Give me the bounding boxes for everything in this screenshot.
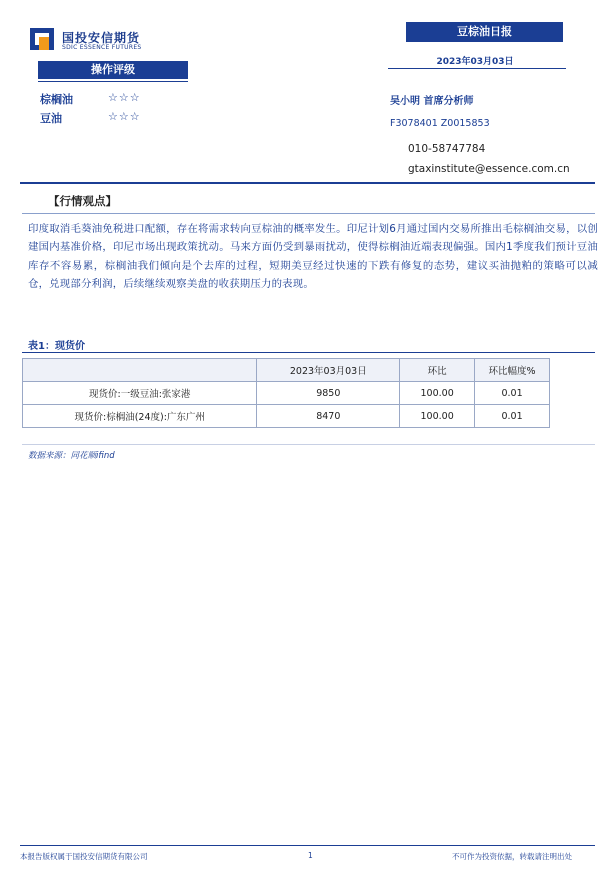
table-cell: 现货价:棕榈油(24度):广东广州 [23,405,257,428]
report-date: 2023年03月03日 [436,57,514,67]
spot-price-table [22,358,550,428]
table-caption: 表1：现货价 [28,341,85,352]
table-header-row [23,359,550,382]
footer-rule [20,845,595,846]
table-cell: 100.00 [400,405,475,428]
table-cell: 0.01 [475,405,550,428]
section-title: 【行情观点】 [48,194,117,208]
source-rule [22,444,595,445]
analyst-name: 吴小明 首席分析师 [390,96,474,107]
logo-text-en: SDIC ESSENCE FUTURES [62,44,142,51]
rating-stars: ☆☆☆ [108,110,141,123]
table-header-cell [23,359,257,382]
analyst-email: gtaxinstitute@essence.com.cn [408,163,570,175]
header-divider [20,182,595,184]
section-rule [22,213,595,214]
rating-item-name: 棕榈油 [40,93,73,106]
report-type-badge: 豆棕油日报 [406,22,563,42]
logo-text-cn: 国投安信期货 [62,31,141,45]
rating-rule [38,81,188,82]
footer-disclaimer: 不可作为投资依据，转载请注明出处 [452,852,572,861]
table-cell: 0.01 [475,382,550,405]
table-header-cell: 环比 [400,359,475,382]
analyst-cert: F3078401 Z0015853 [390,118,490,129]
page-number: 1 [308,851,313,860]
data-source: 数据来源：同花顺ifind [28,451,115,461]
footer-copyright: 本报告版权属于国投安信期货有限公司 [20,852,148,861]
rating-stars: ☆☆☆ [108,91,141,104]
market-view-paragraph: 印度取消毛葵油免税进口配额，存在将需求转向豆棕油的概率发生。印尼计划6月通过国内交易所推出毛棕榈油交易，以创建国内基准价格，印尼市场出现政策扰动。马来方面仍受到暴雨扰动，使得棕榈油近端表现偏强。国内1季度我们预计豆油库存不容易累，棕榈油我们倾向是个去库的过程，短期美豆经过快速的下跌有修复的态势，建议买油抛粕的策略可以减仓，兑现部分利润，后续继续观察美盘的收获期压力的表现。 [28,223,598,291]
table-cell: 8470 [257,405,400,428]
table-row [23,382,550,405]
table-cell: 现货价:一级豆油:张家港 [23,382,257,405]
table-header-cell: 环比幅度% [475,359,550,382]
table-caption-rule [22,352,595,353]
analyst-phone: 010-58747784 [408,143,486,155]
table-cell: 100.00 [400,382,475,405]
header-rule [388,68,566,69]
table-cell: 9850 [257,382,400,405]
company-logo-icon [30,28,54,50]
rating-title: 操作评级 [38,61,188,79]
rating-item-name: 豆油 [40,112,62,125]
table-row [23,405,550,428]
table-header-cell: 2023年03月03日 [257,359,400,382]
